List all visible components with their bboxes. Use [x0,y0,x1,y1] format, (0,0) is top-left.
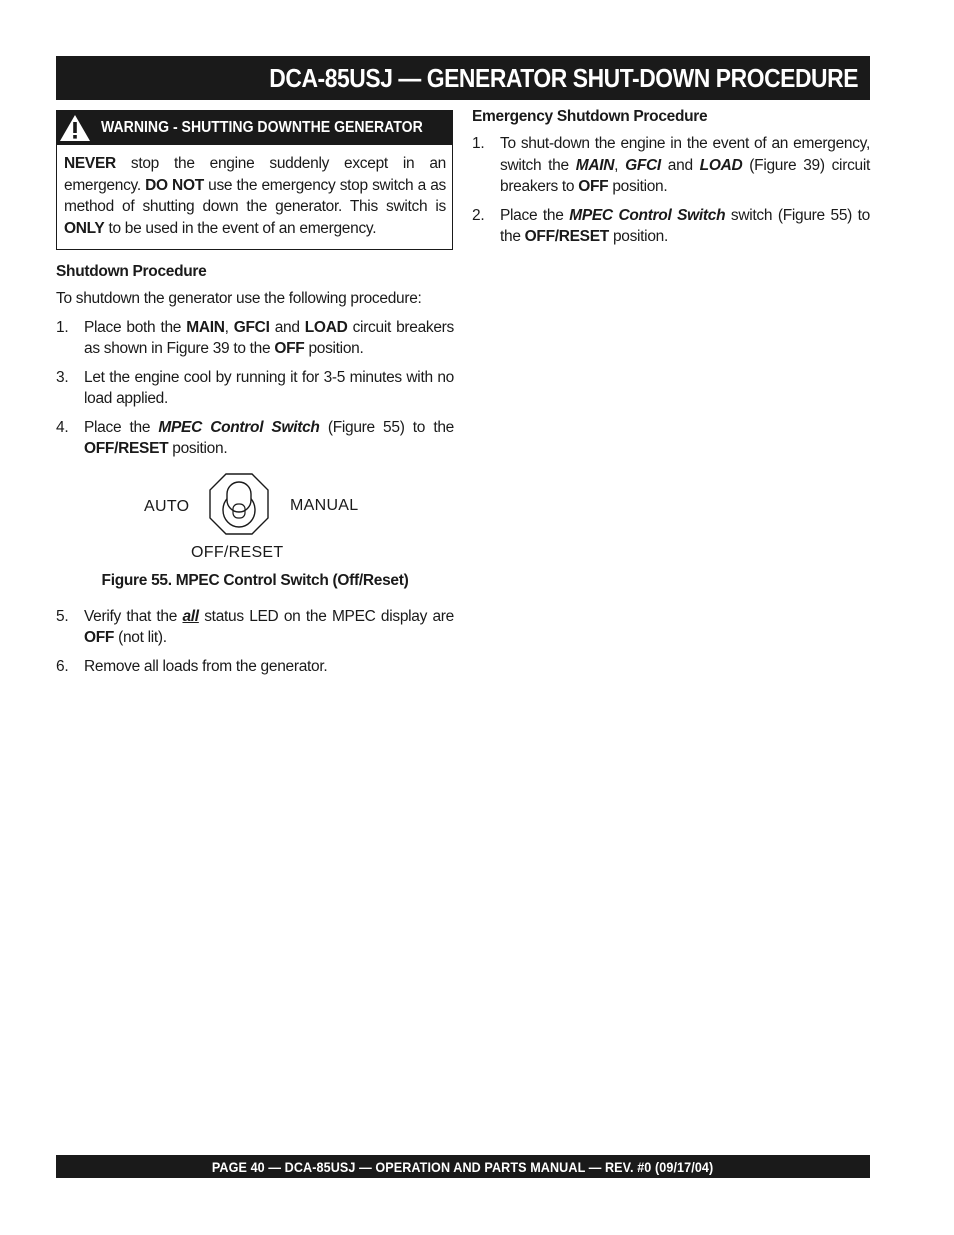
warning-triangle-icon [59,113,91,143]
warning-text-3: to be used in the event of an emergency. [104,219,377,237]
shutdown-step-4 [56,417,454,460]
shutdown-heading: Shutdown Procedure [56,263,207,280]
step-text: Let the engine cool by running it for 3-5 minutes with no load applied. [84,368,454,407]
shutdown-step-3 [56,367,454,410]
label-manual: MANUAL [290,496,359,514]
left-column [56,110,454,677]
emergency-step-1 [472,133,870,198]
mpec-switch-figure [56,470,454,566]
warning-box [56,110,453,250]
emergency-step-2 [472,205,870,248]
page-title: DCA-85USJ — GENERATOR SHUT-DOWN PROCEDURE [269,62,858,93]
warning-header [57,111,452,145]
step-text: Verify that the all status LED on the MPEC display are OFF (not lit). [84,607,454,646]
shutdown-step-1 [56,317,454,360]
warning-text [57,145,452,249]
step-number: 6. [56,657,69,675]
step-text: Remove all loads from the generator. [84,657,328,675]
label-auto: AUTO [144,497,190,515]
shutdown-intro: To shutdown the generator use the following procedure: [56,290,422,307]
step-text: Place the MPEC Control Switch (Figure 55) to the OFF/RESET position. [84,418,454,457]
step-number: 5. [56,607,69,625]
step-number: 3. [56,368,69,386]
warning-text-2: use the emergency stop switch a as method of shutting down the generator. This switch is [64,176,446,215]
page-footer [56,1155,870,1178]
step-text: Place the MPEC Control Switch switch (Figure 55) to the OFF/RESET position. [500,206,870,245]
warning-do-not: DO NOT [145,176,204,194]
footer-text: PAGE 40 — DCA-85USJ — OPERATION AND PARTS MANUAL — REV. #0 (09/17/04) [212,1158,714,1175]
label-off-reset: OFF/RESET [191,543,284,561]
warning-title: WARNING - SHUTTING DOWNTHE GENERATOR [101,119,423,136]
page-header [56,56,870,100]
warning-text-1: stop the engine suddenly except in an emergency. [64,155,446,194]
right-column [472,108,870,248]
warning-only: ONLY [64,219,105,237]
step-number: 1. [472,135,485,152]
step-number: 1. [56,318,69,336]
toggle-switch-icon [206,470,272,538]
step-number: 2. [472,206,485,224]
step-text: To shut-down the engine in the event of an emergency, switch the MAIN, GFCI and LOAD (Figure 39) circuit breakers to OFF position. [500,135,870,195]
shutdown-step-5 [56,606,454,649]
emergency-heading: Emergency Shutdown Procedure [472,108,708,125]
shutdown-step-6 [56,656,454,678]
step-number: 4. [56,418,69,436]
figure-caption: Figure 55. MPEC Control Switch (Off/Reset) [101,571,409,589]
warning-never: NEVER [64,155,116,172]
step-text: Place both the MAIN, GFCI and LOAD circuit breakers as shown in Figure 39 to the OFF position. [84,318,454,357]
